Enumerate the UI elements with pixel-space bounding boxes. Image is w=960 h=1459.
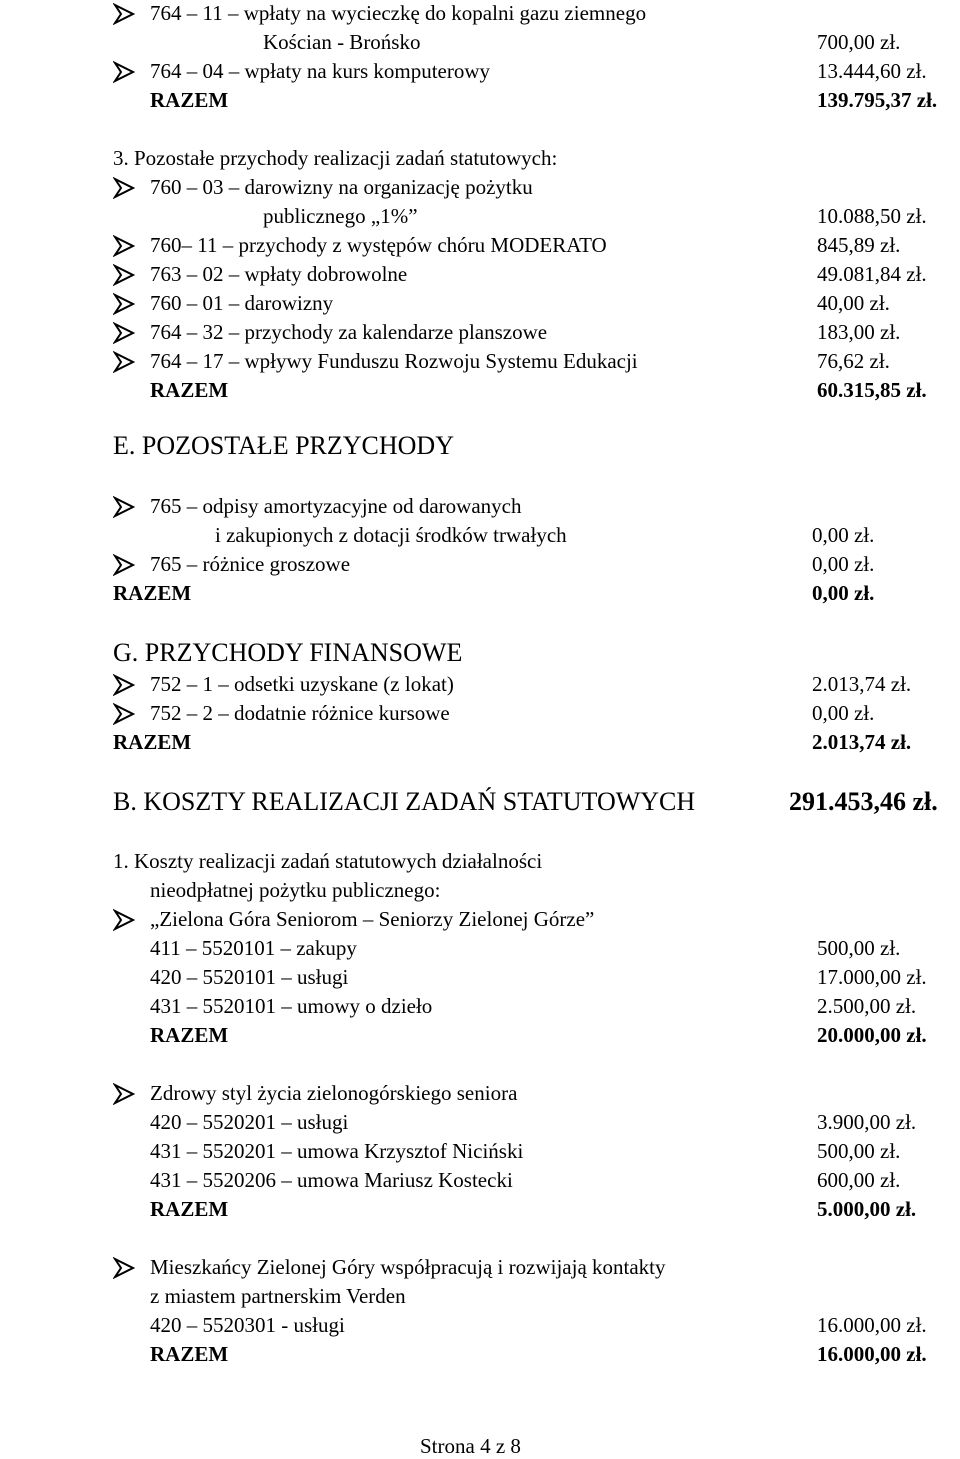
arrowhead-bullet-icon [113, 61, 135, 83]
total-amount: 139.795,37 zł. [817, 88, 938, 112]
cost-row-label: 420 – 5520101 – usługi [150, 965, 349, 989]
total-amount: 5.000,00 zł. [817, 1197, 917, 1221]
list-item-amount: 0,00 zł. [812, 552, 875, 576]
list-item-label: 765 – odpisy amortyzacyjne od darowanych [150, 494, 522, 518]
arrowhead-bullet-icon [113, 496, 135, 518]
arrowhead-bullet-icon [113, 554, 135, 576]
list-item-amount: 76,62 zł. [817, 349, 890, 373]
list-item-label: 764 – 11 – wpłaty na wycieczkę do kopalni gazu ziemnego [150, 1, 647, 25]
arrowhead-bullet-icon [113, 1257, 135, 1279]
section-title: 3. Pozostałe przychody realizacji zadań statutowych: [113, 146, 558, 170]
cost-row-amount: 2.500,00 zł. [817, 994, 917, 1018]
total-label: RAZEM [113, 581, 192, 605]
list-item-label: 764 – 32 – przychody za kalendarze planszowe [150, 320, 548, 344]
list-item-amount: 40,00 zł. [817, 291, 890, 315]
list-item-label-cont: i zakupionych z dotacji środków trwałych [215, 523, 567, 547]
list-item-amount: 0,00 zł. [812, 701, 875, 725]
cost-row-amount: 3.900,00 zł. [817, 1110, 917, 1134]
list-item-label: 764 – 04 – wpłaty na kurs komputerowy [150, 59, 491, 83]
project-title-cont: z miastem partnerskim Verden [150, 1284, 406, 1308]
project-title: Zdrowy styl życia zielonogórskiego seniora [150, 1081, 518, 1105]
list-item-amount: 183,00 zł. [817, 320, 901, 344]
total-label: RAZEM [150, 88, 229, 112]
arrowhead-bullet-icon [113, 1083, 135, 1105]
list-item-amount: 10.088,50 zł. [817, 204, 927, 228]
arrowhead-bullet-icon [113, 235, 135, 257]
arrowhead-bullet-icon [113, 293, 135, 315]
project-title: „Zielona Góra Seniorom – Seniorzy Zielonej Górze” [150, 907, 595, 931]
list-item-label: 764 – 17 – wpływy Funduszu Rozwoju Systemu Edukacji [150, 349, 638, 373]
arrowhead-bullet-icon [113, 3, 135, 25]
section-heading: E. POZOSTAŁE PRZYCHODY [113, 431, 454, 460]
arrowhead-bullet-icon [113, 322, 135, 344]
cost-row-amount: 500,00 zł. [817, 1139, 901, 1163]
arrowhead-bullet-icon [113, 703, 135, 725]
list-item-amount: 2.013,74 zł. [812, 672, 912, 696]
arrowhead-bullet-icon [113, 264, 135, 286]
list-item-amount: 700,00 zł. [817, 30, 901, 54]
cost-row-amount: 600,00 zł. [817, 1168, 901, 1192]
total-amount: 2.013,74 zł. [812, 730, 912, 754]
section-heading: G. PRZYCHODY FINANSOWE [113, 638, 463, 667]
list-item-label: 760 – 01 – darowizny [150, 291, 334, 315]
cost-row-label: 411 – 5520101 – zakupy [150, 936, 357, 960]
cost-row-amount: 17.000,00 zł. [817, 965, 927, 989]
arrowhead-bullet-icon [113, 351, 135, 373]
list-item-amount: 49.081,84 zł. [817, 262, 927, 286]
list-item-label-cont: publicznego „1%” [263, 204, 418, 228]
subsection-title-cont: nieodpłatnej pożytku publicznego: [150, 878, 441, 902]
cost-row-label: 431 – 5520101 – umowy o dzieło [150, 994, 433, 1018]
list-item-amount: 845,89 zł. [817, 233, 901, 257]
list-item-amount: 13.444,60 zł. [817, 59, 927, 83]
total-label: RAZEM [150, 1342, 229, 1366]
cost-row-label: 431 – 5520201 – umowa Krzysztof Niciński [150, 1139, 524, 1163]
section-total-amount: 291.453,46 zł. [789, 787, 938, 816]
section-heading: B. KOSZTY REALIZACJI ZADAŃ STATUTOWYCH [113, 787, 696, 816]
list-item-amount: 0,00 zł. [812, 523, 875, 547]
list-item-label: 752 – 2 – dodatnie różnice kursowe [150, 701, 450, 725]
cost-row-label: 431 – 5520206 – umowa Mariusz Kostecki [150, 1168, 513, 1192]
total-amount: 0,00 zł. [812, 581, 875, 605]
list-item-label-cont: Kościan - Brońsko [263, 30, 421, 54]
total-amount: 60.315,85 zł. [817, 378, 927, 402]
list-item-label: 763 – 02 – wpłaty dobrowolne [150, 262, 408, 286]
list-item-label: 752 – 1 – odsetki uzyskane (z lokat) [150, 672, 454, 696]
total-amount: 16.000,00 zł. [817, 1342, 927, 1366]
page-number: Strona 4 z 8 [420, 1434, 521, 1458]
total-label: RAZEM [150, 1197, 229, 1221]
arrowhead-bullet-icon [113, 177, 135, 199]
project-title: Mieszkańcy Zielonej Góry współpracują i rozwijają kontakty [150, 1255, 666, 1279]
cost-row-amount: 500,00 zł. [817, 936, 901, 960]
cost-row-amount: 16.000,00 zł. [817, 1313, 927, 1337]
total-label: RAZEM [150, 378, 229, 402]
total-label: RAZEM [150, 1023, 229, 1047]
arrowhead-bullet-icon [113, 674, 135, 696]
list-item-label: 760 – 03 – darowizny na organizację pożytku [150, 175, 533, 199]
arrowhead-bullet-icon [113, 909, 135, 931]
cost-row-label: 420 – 5520201 – usługi [150, 1110, 349, 1134]
list-item-label: 765 – różnice groszowe [150, 552, 351, 576]
subsection-title: 1. Koszty realizacji zadań statutowych działalności [113, 849, 543, 873]
cost-row-label: 420 – 5520301 - usługi [150, 1313, 345, 1337]
list-item-label: 760– 11 – przychody z występów chóru MODERATO [150, 233, 607, 257]
total-label: RAZEM [113, 730, 192, 754]
total-amount: 20.000,00 zł. [817, 1023, 927, 1047]
